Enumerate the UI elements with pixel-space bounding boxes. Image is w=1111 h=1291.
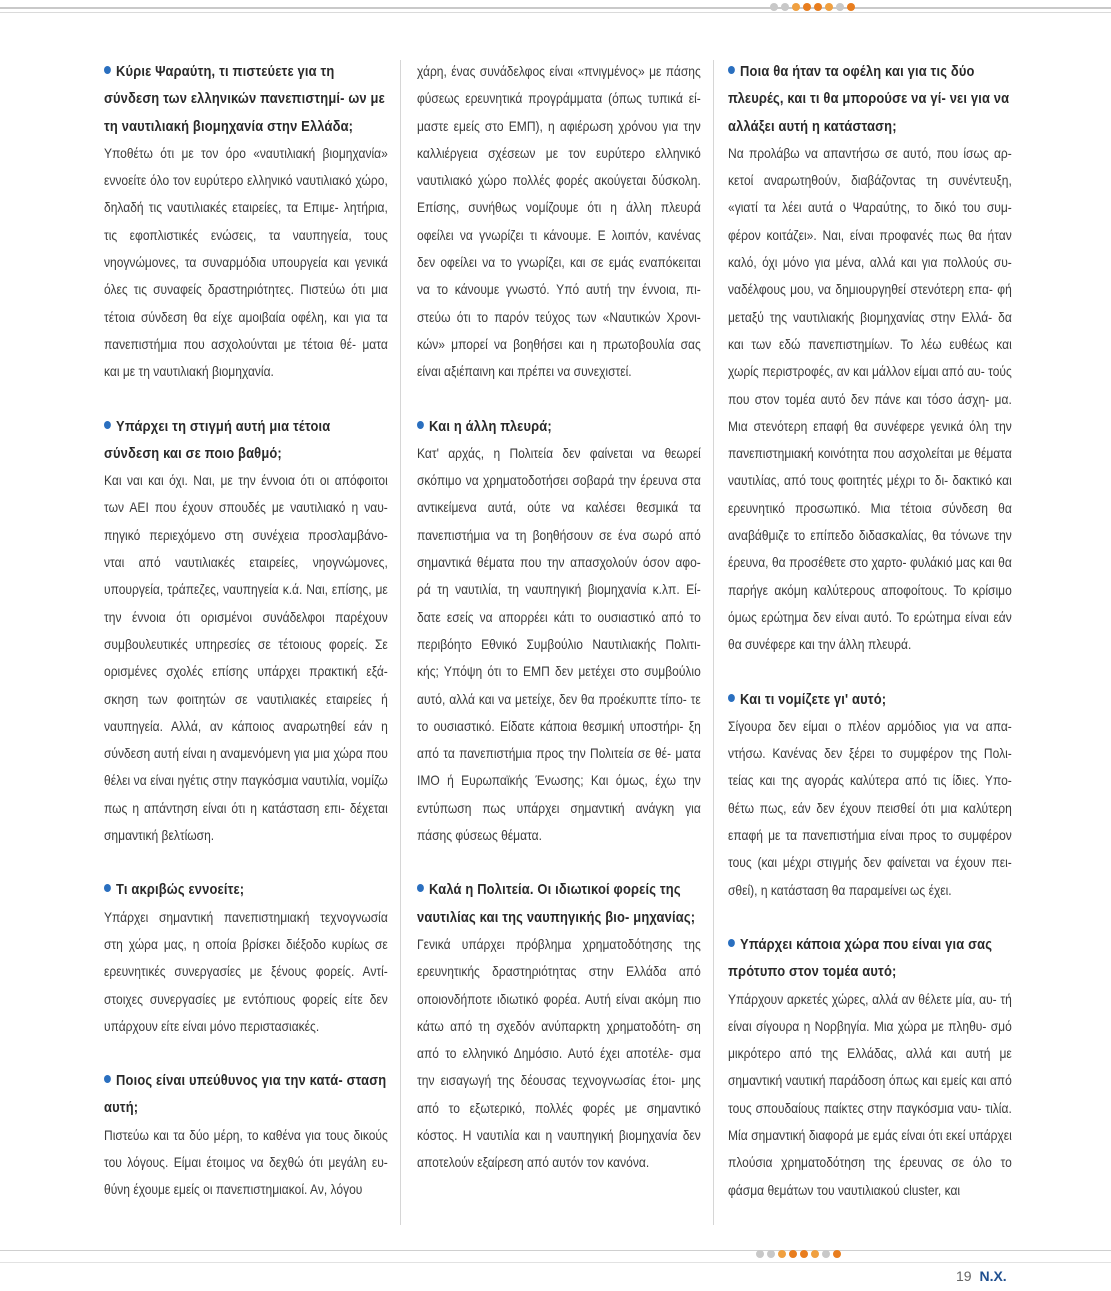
decor-dot — [836, 3, 844, 11]
interview-question — [104, 1067, 388, 1122]
decor-dot — [847, 3, 855, 11]
decor-dot — [811, 1250, 819, 1258]
interview-answer: Κατ' αρχάς, η Πολιτεία δεν φαίνεται να θεωρεί σκόπιμο να χρηματοδοτήσει σοβαρά την έρευνα στα αντικείμενα αυτά, ούτε να καλέσει θεσμικά τα πανεπιστήμια να τη βοηθήσουν σε ένα σωρό από σημαντικά θέματα που την απασχολούν όσον αφο- ρά τη ναυτιλία, τη ναυπηγική βιομηχανία κ.λπ. Εί- δατε εσείς να απορρέει κάτι το ουσιαστικό από το περιβόητο Εθνικό Συμβούλιο Ναυτιλιακής Πολιτι- κής; Υπόψη ότι το ΕΜΠ δεν μετέχει στο συμβούλιο αυτό, αλλά και να μετείχε, δεν θα προέκυπτε τίπο- τε το ουσιαστικό. Είδατε κάποια θεσμική υποστήρι- ξη από τα πανεπιστήμια προς την Πολιτεία σε θέ- ματα ΙΜΟ ή Ευρωπαϊκής Ένωσης; Και όμως, έχω την εντύπωση πως υπάρχει σημαντική ανάγκη για πάσης φύσεως θέματα. — [417, 444, 701, 844]
header-rule — [0, 7, 1111, 9]
page-footer — [956, 1268, 1007, 1284]
bullet-icon — [104, 66, 111, 74]
decor-dot — [756, 1250, 764, 1258]
interview-question — [728, 931, 1012, 986]
question-text: Τι ακριβώς εννοείτε; — [116, 881, 245, 899]
interview-answer: Υπάρχουν αρκετές χώρες, αλλά αν θέλετε μία, αυ- τή είναι σίγουρα η Νορβηγία. Μια χώρα με πληθυ- σμό μικρότερο από της Ελλάδας, αλλά και αυτή με σημαντική ναυτική παράδοση όπως και εμείς και από τους σπουδαίους παίκτες στην παγκόσμια ναυ- τιλία. Μία σημαντική διαφορά με εμάς είναι ότι εκεί υπάρχει πλούσια χρηματοδότηση της έρευνας σε όλο το φάσμα θεμάτων του ναυτιλιακού cluster, και — [728, 990, 1012, 1198]
interview-question — [104, 413, 388, 468]
interview-answer: Γενικά υπάρχει πρόβλημα χρηματοδότησης της ερευνητικής δραστηριότητας στην Ελλάδα από οποιονδήποτε ιδιωτικό φορέα. Αυτή είναι ακόμη πιο κάτω από τη σχεδόν ανύπαρκτη χρηματοδότη- ση από το ελληνικό Δημόσιο. Αυτό έχει αποτέλε- σμα την εισαγωγή της δέουσας τεχνογνωσίας έτοι- μης από το εξωτερικό, πολλές φορές με σημαντικό κόστος. Η ναυτιλία και η ναυπηγική βιομηχανία δεν αποτελούν εξαίρεση από αυτόν τον κανόνα. — [417, 935, 701, 1171]
article-column-1 — [104, 58, 388, 1231]
decor-dot — [792, 3, 800, 11]
decor-dot — [803, 3, 811, 11]
interview-question — [104, 58, 388, 140]
decor-dot — [833, 1250, 841, 1258]
bullet-icon — [728, 694, 735, 702]
footer-rule-fine — [0, 1262, 1111, 1263]
question-text: Ποια θα ήταν τα οφέλη και για τις δύο πλευρές, και τι θα μπορούσε να γί- νει για να αλλάξει αυτή η κατάσταση; — [728, 63, 1010, 135]
header-rule-fine — [0, 12, 1111, 13]
bullet-icon — [104, 1075, 111, 1083]
interview-question — [104, 876, 388, 903]
interview-question — [417, 413, 701, 440]
question-text: Ποιος είναι υπεύθυνος για την κατά- σταση αυτή; — [104, 1072, 387, 1117]
footer-rule — [0, 1250, 1111, 1251]
interview-question — [728, 58, 1012, 140]
article-column-3 — [728, 58, 1012, 1231]
interview-question — [417, 876, 701, 931]
bullet-icon — [728, 939, 735, 947]
interview-answer: Πιστεύω και τα δύο μέρη, το καθένα για τους δικούς του λόγους. Είμαι έτοιμος να δεχθώ ότι μεγάλη ευ- θύνη έχουμε εμείς οι πανεπιστημιακοί. Αν, λόγου — [104, 1126, 388, 1198]
decor-dot — [770, 3, 778, 11]
interview-question — [728, 686, 1012, 713]
header-dot-strip — [770, 3, 855, 11]
article-column-2 — [417, 58, 701, 1204]
decor-dot — [800, 1250, 808, 1258]
column-divider — [713, 60, 714, 1225]
question-text: Υπάρχει κάποια χώρα που είναι για σας πρότυπο στον τομέα αυτό; — [728, 935, 993, 981]
bullet-icon — [417, 884, 424, 892]
decor-dot — [778, 1250, 786, 1258]
question-text: Καλά η Πολιτεία. Οι ιδιωτικοί φορείς της ναυτιλίας και της ναυπηγικής βιο- μηχανίας; — [417, 881, 696, 926]
interview-answer: Και ναι και όχι. Ναι, με την έννοια ότι οι απόφοιτοι των ΑΕΙ που έχουν σπουδές με ναυτιλιακό η ναυ- πηγικό περιεχόμενο στη συνέχεια προσλαμβάνο- νται από ναυτιλιακές εταιρείες, νηογνώμονες, υπουργεία, τράπεζες, ναυπηγεία κ.ά. Ναι, επίσης, με την έννοια ότι ορισμένοι συνάδελφοι παρέχουν συμβουλευτικές υπηρεσίες σε τέτοιους φορείς. Σε ορισμένες σχολές επίσης υπάρχει πρακτική εξά- σκηση των φοιτητών σε ναυτιλιακές εταιρείες ή ναυπηγεία. Αλλά, αν κάποιος αναρωτηθεί εάν η σύνδεση αυτή είναι η αναμενόμενη για μια χώρα που θέλει να είναι ηγέτις στην παγκόσμια ναυτιλία, νομίζω πως η απάντηση είναι ότι η κατάσταση επι- δέχεται σημαντική βελτίωση. — [104, 472, 388, 844]
interview-answer: Υπάρχει σημαντική πανεπιστημιακή τεχνογνωσία στη χώρα μας, η οποία βρίσκει διέξοδο κυρίως σε ερευνητικές συνεργασίες με ξένους φορείς. Αντί- στοιχες συνεργασίες με εντόπιους φορείς είτε δεν υπάρχουν είτε είναι μόνο περιστασιακές. — [104, 908, 388, 1034]
interview-answer: Σίγουρα δεν είμαι ο πλέον αρμόδιος για να απα- ντήσω. Κανένας δεν ξέρει το συμφέρον της Πολι- τείας και της αγοράς καλύτερα από τις ίδιες. Υπο- θέτω πως, εάν δεν έχουν πεισθεί ότι μια καλύτερη επαφή με τα πανεπιστήμια είναι προς το συμφέρον τους (και μέχρι στιγμής δεν φαίνεται να έχουν πει- σθεί), η κατάσταση θα παραμείνει ως έχει. — [728, 717, 1012, 898]
bullet-icon — [104, 884, 111, 892]
column-divider — [400, 60, 401, 1225]
bullet-icon — [417, 421, 424, 429]
interview-answer: Να προλάβω να απαντήσω σε αυτό, που ίσως αρ- κετοί αναρωτηθούν, διαβάζοντας τη συνέντευξη, «γιατί τα λέει αυτά ο Ψαραύτης, το δικό του συμ- φέρον κοιτάζει». Ναι, είναι προφανές πως θα ήταν καλό, όχι μόνο για μένα, αλλά και για πολλούς συ- ναδέλφους μου, να δημιουργηθεί στενότερη επα- φή μεταξύ της ναυτιλιακής βιομηχανίας στην Ελλά- δα και των εδώ πανεπιστημίων. Το λέω ευθέως και χωρίς περιστροφές, αν και μάλλον είμαι από αυ- τούς που στον τομέα αυτό δεν πάνε και τόσο άσχη- μα. Μια στενότερη επαφή θα συνέφερε γενικά όλη την πανεπιστημιακή κοινότητα που ασχολείται με θέματα ναυτιλίας, από τους φοιτητές μέχρι το δι- δακτικό και ερευνητικό προσωπικό. Μια τέτοια σύνδεση θα αναβάθμιζε το επίπεδο διδασκαλίας, θα τόνωνε την έρευνα, θα προσέθετε στο χαρτο- φυλάκιό μας και θα παρήγε ακόμη καλύτερους αποφοίτους. Το κρίσιμο όμως ερώτημα δεν είναι αυτό. Το ερώτημα είναι εάν θα συνέφερε και την άλλη πλευρά. — [728, 144, 1012, 653]
decor-dot — [814, 3, 822, 11]
decor-dot — [822, 1250, 830, 1258]
page-number: 19 — [956, 1268, 972, 1284]
interview-answer: Υποθέτω ότι με τον όρο «ναυτιλιακή βιομηχανία» εννοείτε όλο τον ευρύτερο ελληνικό ναυτιλιακό χώρο, δηλαδή τις ναυτιλιακές εταιρείες, τα Επιμε- λητήρια, τις εφοπλιστικές ενώσεις, τα ναυπηγεία, τους νηογνώμονες, τα συναρμόδια υπουργεία και γενικά όλες τις συναφείς δραστηριότητες. Πιστεύω ότι μια τέτοια σύνδεση θα είχε αμοιβαία οφέλη, και για τα πανεπιστήμια που ασχολούνται με τέτοια θέ- ματα και με τη ναυτιλιακή βιομηχανία. — [104, 144, 388, 380]
bullet-icon — [104, 421, 111, 429]
question-text: Υπάρχει τη στιγμή αυτή μια τέτοια σύνδεση και σε ποιο βαθμό; — [104, 417, 331, 462]
decor-dot — [781, 3, 789, 11]
question-text: Και η άλλη πλευρά; — [429, 417, 552, 435]
interview-answer: χάρη, ένας συνάδελφος είναι «πνιγμένος» με πάσης φύσεως ερευνητικά προγράμματα (όπως τυπικά εί- μαστε εμείς στο ΕΜΠ), η αφιέρωση χρόνου για την καλλιέργεια σχέσεων με τον ευρύτερο ελληνικό ναυτιλιακό χώρο πολλές φορές ακούγεται δύσκολη. Επίσης, συνήθως νομίζουμε ότι η άλλη πλευρά οφείλει να γνωρίζει τι κάνουμε. Ε λοιπόν, κανένας δεν οφείλει να το γνωρίζει, και σε εμάς εναπόκειται να το κάνουμε γνωστό. Υπό αυτή την έννοια, πι- στεύω ότι το παρόν τεύχος των «Ναυτικών Χρονι- κών» μπορεί να βοηθήσει και η πρωτοβουλία σας είναι αξιέπαινη και πρέπει να συνεχιστεί. — [417, 63, 701, 380]
bullet-icon — [728, 66, 735, 74]
decor-dot — [789, 1250, 797, 1258]
magazine-mark: Ν.Χ. — [979, 1268, 1007, 1284]
decor-dot — [825, 3, 833, 11]
question-text: Κύριε Ψαραύτη, τι πιστεύετε για τη σύνδεση των ελληνικών πανεπιστημί- ων με τη ναυτιλιακή βιομηχανία στην Ελλάδα; — [104, 63, 385, 135]
footer-dot-strip — [756, 1250, 841, 1258]
decor-dot — [767, 1250, 775, 1258]
question-text: Και τι νομίζετε γι' αυτό; — [740, 690, 887, 708]
